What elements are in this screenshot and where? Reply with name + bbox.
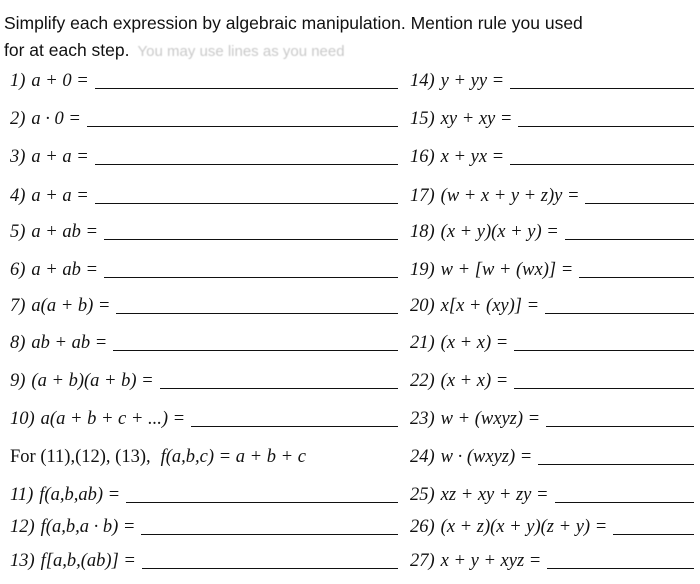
question-expression: f(a,b,ab) =: [39, 485, 121, 505]
answer-line[interactable]: [104, 238, 398, 240]
answer-line[interactable]: [514, 349, 694, 351]
question-1: [10, 68, 398, 92]
question-expression: w + [w + (wx)] =: [440, 260, 574, 280]
answer-line[interactable]: [510, 87, 694, 89]
question-expression: f(a,b,a · b) =: [40, 517, 136, 537]
question-number: 4): [10, 186, 26, 206]
question-expression: (w + x + y + z)y =: [440, 186, 580, 206]
question-8: [10, 330, 398, 354]
question-5: [10, 219, 398, 243]
question-22: [410, 368, 694, 392]
function-note: [10, 444, 306, 468]
answer-line[interactable]: [518, 125, 694, 127]
answer-line[interactable]: [87, 125, 398, 127]
question-number: 24): [410, 447, 435, 467]
answer-line[interactable]: [191, 425, 398, 427]
question-number: 17): [410, 186, 435, 206]
question-number: 14): [410, 71, 435, 91]
question-expression: y + yy =: [440, 71, 505, 91]
question-expression: a(a + b + c + ...) =: [40, 409, 186, 429]
instructions-line-2-text: for at each step.: [4, 40, 130, 60]
question-number: 19): [410, 260, 435, 280]
question-number: 9): [10, 371, 26, 391]
answer-line[interactable]: [142, 567, 398, 569]
answer-line[interactable]: [613, 533, 694, 535]
question-20: [410, 293, 694, 317]
question-2: [10, 106, 398, 130]
question-number: 2): [10, 109, 26, 129]
question-expression: w + (wxyz) =: [440, 409, 541, 429]
question-24: [410, 444, 694, 468]
question-number: 27): [410, 551, 435, 571]
function-note-prefix: For (11),(12), (13),: [10, 447, 151, 467]
question-9: [10, 368, 398, 392]
question-11: [10, 482, 398, 506]
question-14: [410, 68, 694, 92]
question-expression: (a + b)(a + b) =: [31, 371, 154, 391]
question-number: 25): [410, 485, 435, 505]
question-number: 8): [10, 333, 26, 353]
answer-line[interactable]: [104, 276, 398, 278]
question-expression: a + 0 =: [31, 71, 89, 91]
answer-line[interactable]: [510, 163, 694, 165]
question-number: 13): [10, 551, 35, 571]
question-expression: xy + xy =: [440, 109, 513, 129]
question-number: 15): [410, 109, 435, 129]
question-expression: a + a =: [31, 186, 89, 206]
question-expression: a + ab =: [31, 260, 99, 280]
answer-line[interactable]: [547, 567, 694, 569]
question-number: 20): [410, 296, 435, 316]
question-expression: a(a + b) =: [31, 296, 111, 316]
question-expression: x + yx =: [440, 147, 505, 167]
function-definition: f(a,b,c) = a + b + c: [160, 447, 306, 467]
question-25: [410, 482, 694, 506]
instructions-line-2: [4, 40, 345, 62]
question-number: 21): [410, 333, 435, 353]
question-expression: a · 0 =: [31, 109, 81, 129]
question-expression: (x + x) =: [440, 333, 509, 353]
question-expression: w · (wxyz) =: [440, 447, 533, 467]
question-number: 16): [410, 147, 435, 167]
question-number: 7): [10, 296, 26, 316]
answer-line[interactable]: [95, 87, 398, 89]
answer-line[interactable]: [585, 202, 694, 204]
question-10: [10, 406, 398, 430]
question-16: [410, 144, 694, 168]
question-15: [410, 106, 694, 130]
question-number: 12): [10, 517, 35, 537]
answer-line[interactable]: [95, 202, 398, 204]
answer-line[interactable]: [579, 276, 694, 278]
question-number: 1): [10, 71, 26, 91]
answer-line[interactable]: [95, 163, 398, 165]
answer-line[interactable]: [141, 533, 398, 535]
question-expression: (x + z)(x + y)(z + y) =: [440, 517, 608, 537]
question-12: [10, 514, 398, 538]
answer-line[interactable]: [116, 312, 398, 314]
question-expression: x + y + xyz =: [440, 551, 542, 571]
instructions-line-1: Simplify each expression by algebraic manipulation. Mention rule you used: [4, 13, 583, 33]
question-number: 26): [410, 517, 435, 537]
question-21: [410, 330, 694, 354]
faded-note: You may use lines as you need: [137, 43, 345, 60]
question-6: [10, 257, 398, 281]
question-number: 11): [10, 485, 34, 505]
question-expression: a + a =: [31, 147, 89, 167]
question-number: 22): [410, 371, 435, 391]
answer-line[interactable]: [126, 501, 398, 503]
answer-line[interactable]: [555, 501, 695, 503]
question-expression: x[x + (xy)] =: [440, 296, 540, 316]
question-expression: xz + xy + zy =: [440, 485, 549, 505]
question-number: 6): [10, 260, 26, 280]
answer-line[interactable]: [113, 349, 398, 351]
question-23: [410, 406, 694, 430]
question-number: 10): [10, 409, 35, 429]
answer-line[interactable]: [545, 312, 694, 314]
question-18: [410, 219, 694, 243]
question-number: 3): [10, 147, 26, 167]
question-27: [410, 548, 694, 572]
question-expression: (x + y)(x + y) =: [440, 222, 559, 242]
question-3: [10, 144, 398, 168]
question-number: 23): [410, 409, 435, 429]
question-number: 5): [10, 222, 26, 242]
answer-line[interactable]: [565, 238, 694, 240]
answer-line[interactable]: [546, 425, 694, 427]
answer-line[interactable]: [160, 387, 398, 389]
question-7: [10, 293, 398, 317]
question-19: [410, 257, 694, 281]
question-expression: a + ab =: [31, 222, 99, 242]
question-13: [10, 548, 398, 572]
question-26: [410, 514, 694, 538]
answer-line[interactable]: [514, 387, 694, 389]
question-17: [410, 183, 694, 207]
question-expression: ab + ab =: [31, 333, 108, 353]
question-expression: f[a,b,(ab)] =: [40, 551, 136, 571]
question-number: 18): [410, 222, 435, 242]
question-expression: (x + x) =: [440, 371, 509, 391]
question-4: [10, 183, 398, 207]
answer-line[interactable]: [538, 463, 694, 465]
